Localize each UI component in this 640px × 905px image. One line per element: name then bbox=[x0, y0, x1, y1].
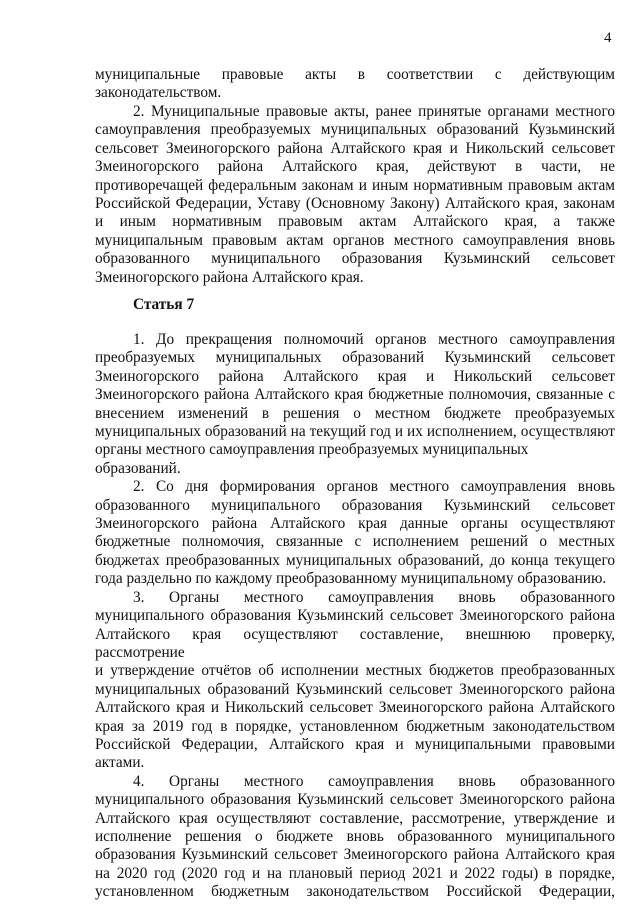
article-heading: Статья 7 bbox=[133, 296, 195, 313]
text-line: образованного муниципального образования Кузьминский сельсовет bbox=[95, 496, 615, 514]
text-line: 1. До прекращения полномочий органов местного самоуправления bbox=[133, 331, 615, 348]
article7-body bbox=[95, 331, 615, 902]
text-line: Змеиногорского района Алтайского края бюджетные полномочия, связанные с bbox=[95, 386, 615, 404]
text-line: муниципального образования Кузьминский сельсовет Змеиногорского района bbox=[95, 607, 615, 625]
text-line: муниципальным правовым актам органов местного самоуправления вновь bbox=[95, 231, 615, 249]
text-line: противоречащей федеральным законам и иным нормативным правовым актам bbox=[95, 176, 615, 194]
text-line: муниципальных образований на текущий год и их исполнением, осуществляют bbox=[95, 423, 615, 441]
text-line: Змеиногорского района Алтайского края данные органы осуществляют bbox=[95, 515, 615, 533]
text-line: Алтайского края и Никольский сельсовет Змеиногорского района Алтайского bbox=[95, 699, 615, 717]
text-line: на 2020 год (2020 год и на плановый период 2021 и 2022 годы) в порядке, bbox=[95, 864, 615, 882]
page-number: 4 bbox=[604, 30, 612, 46]
text-line: Российской Федерации, Уставу (Основному Закону) Алтайского края, законам bbox=[95, 195, 615, 213]
paragraph-article6-item2 bbox=[95, 103, 615, 287]
text-line: установленном бюджетным законодательством Российской Федерации, bbox=[95, 883, 615, 901]
text-line: Змеиногорского района Алтайского края. bbox=[95, 268, 364, 286]
text-line: законодательством. bbox=[95, 84, 222, 102]
text-line: Российской Федерации, Алтайского края и муниципальными правовыми bbox=[95, 735, 615, 753]
paragraph-continuation bbox=[95, 66, 615, 103]
text-line: преобразуемых муниципальных образований Кузьминский сельсовет bbox=[95, 349, 615, 367]
text-line: и иным нормативным правовым актам Алтайского края, а также bbox=[95, 213, 615, 231]
text-line: года раздельно по каждому преобразованному муниципальному образованию. bbox=[95, 570, 607, 588]
text-line: сельсовет Змеиногорского района Алтайского края и Никольский сельсовет bbox=[95, 139, 615, 157]
text-line: 4. Органы местного самоуправления вновь образованного bbox=[133, 772, 615, 790]
text-line: актами. bbox=[95, 754, 145, 772]
text-line: 2. Со дня формирования органов местного самоуправления вновь bbox=[133, 478, 615, 496]
text-line: исполнение решения о бюджете вновь образованного муниципального bbox=[95, 827, 615, 845]
text-line: муниципального образования Кузьминский сельсовет Змеиногорского района bbox=[95, 791, 615, 809]
text-line: муниципальные правовые акты в соответствии с действующим bbox=[95, 66, 615, 83]
text-line: 3. Органы местного самоуправления вновь образованного bbox=[133, 588, 615, 606]
text-line: органы местного самоуправления преобразуемых муниципальных образований. bbox=[95, 441, 529, 477]
text-line: Змеиногорского района Алтайского края, действуют в части, не bbox=[95, 158, 615, 176]
text-line: Алтайского края осуществляют составление, внешнюю проверку, рассмотрение bbox=[95, 625, 615, 661]
text-line: 2. Муниципальные правовые акты, ранее принятые органами местного bbox=[133, 103, 615, 120]
text-line: внесением изменений в решения о местном бюджете преобразуемых bbox=[95, 404, 615, 422]
text-line: муниципальных образований Кузьминский сельсовет Змеиногорского района bbox=[95, 680, 615, 698]
text-line: бюджетные полномочия, связанные с исполнением решений о местных bbox=[95, 533, 615, 551]
text-line: образования Кузьминский сельсовет Змеиногорского района Алтайского края bbox=[95, 846, 615, 864]
text-line: и утверждение отчётов об исполнении местных бюджетов преобразованных bbox=[95, 662, 615, 680]
text-line: бюджетах преобразованных муниципальных образований, до конца текущего bbox=[95, 551, 615, 569]
text-line: образованного муниципального образования Кузьминский сельсовет bbox=[95, 250, 615, 268]
text-line: Алтайского края осуществляют составление, рассмотрение, утверждение и bbox=[95, 809, 615, 827]
text-line: Змеиногорского района Алтайского края и Никольский сельсовет bbox=[95, 367, 615, 385]
text-line: края за 2019 год в порядке, установленном бюджетным законодательством bbox=[95, 717, 615, 735]
text-line: самоуправления преобразуемых муниципальных образований Кузьминский bbox=[95, 121, 615, 139]
